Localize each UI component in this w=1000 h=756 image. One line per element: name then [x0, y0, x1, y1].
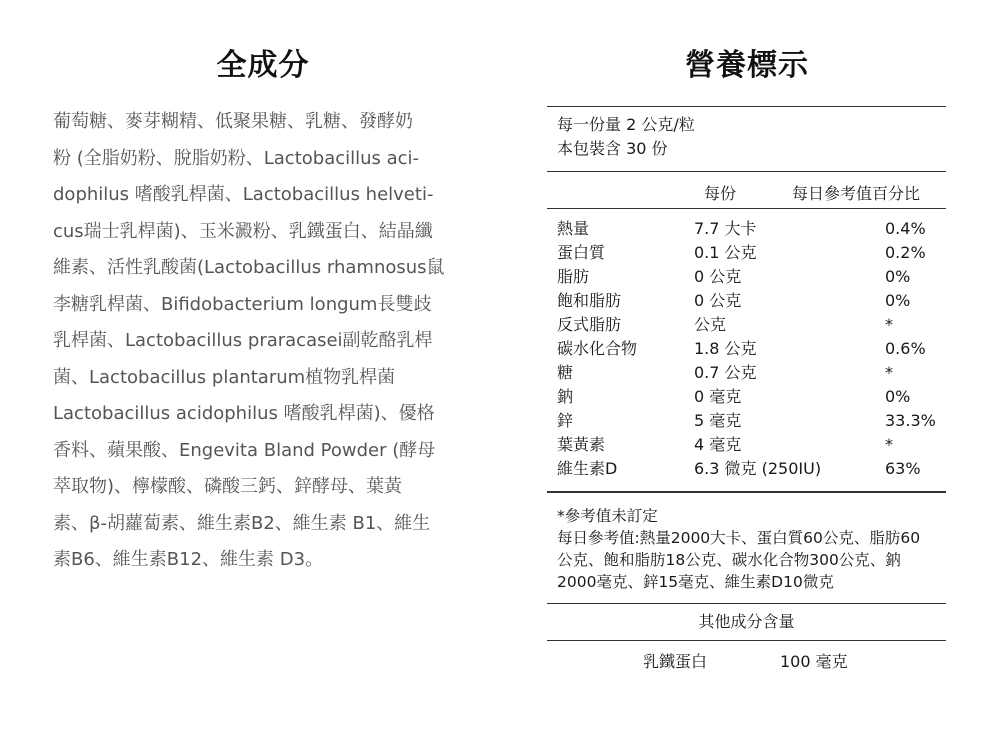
nutrient-name: 脂肪	[557, 267, 590, 286]
ingredients-panel	[53, 40, 473, 579]
nutrient-name: 反式脂肪	[557, 315, 622, 334]
table-row	[547, 361, 946, 385]
ingredients-line: 香料、蘋果酸、Engevita Bland Powder (酵母	[53, 439, 436, 461]
nutrition-table	[547, 209, 946, 491]
nutrient-amount: 0.7 公克	[694, 363, 757, 382]
ingredients-line: Lactobacillus acidophilus 嗜酸乳桿菌)、優格	[53, 403, 435, 424]
table-row	[547, 217, 946, 241]
note-line: 公克、飽和脂肪18公克、碳水化合物300公克、鈉	[557, 551, 901, 569]
other-ingredient-amount: 100 毫克	[780, 652, 848, 671]
nutrient-name: 維生素D	[557, 459, 618, 478]
ingredients-line: 李糖乳桿菌、Bifidobacterium longum長雙歧	[53, 293, 432, 315]
ingredients-line: 素、β-胡蘿蔔素、維生素B2、維生素 B1、維生	[53, 512, 431, 534]
table-row	[547, 337, 946, 361]
serving-info	[547, 107, 946, 171]
table-row	[547, 385, 946, 409]
ingredients-line: 素B6、維生素B12、維生素 D3。	[53, 549, 324, 570]
ingredients-text	[53, 104, 473, 579]
ingredients-line: 葡萄糖、麥芽糊精、低聚果糖、乳糖、發酵奶	[53, 111, 413, 132]
header-per-serving: 每份	[704, 184, 737, 203]
nutrient-amount: 公克	[694, 315, 727, 334]
nutrient-name: 鋅	[557, 411, 574, 430]
nutrient-amount: 0.1 公克	[694, 243, 757, 262]
other-ingredient-row	[547, 641, 946, 679]
nutrient-amount: 0 公克	[694, 291, 742, 310]
nutrient-dv: 0%	[885, 387, 911, 406]
ingredients-line: cus瑞士乳桿菌)、玉米澱粉、乳鐵蛋白、結晶纖	[53, 220, 433, 242]
nutrient-amount: 7.7 大卡	[694, 219, 757, 238]
ingredients-line: 維素、活性乳酸菌(Lactobacillus rhamnosus鼠	[53, 257, 445, 278]
nutrition-table-header	[547, 172, 946, 208]
note-line: *參考值未訂定	[557, 507, 658, 525]
reference-notes	[547, 493, 946, 603]
nutrient-amount: 6.3 微克 (250IU)	[694, 459, 822, 478]
nutrient-name: 飽和脂肪	[557, 291, 622, 310]
nutrient-name: 蛋白質	[557, 243, 606, 262]
ingredients-line: 粉 (全脂奶粉、脫脂奶粉、Lactobacillus aci-	[53, 147, 420, 169]
nutrient-amount: 0 公克	[694, 267, 742, 286]
nutrient-name: 鈉	[557, 387, 574, 406]
note-line: 2000毫克、鋅15毫克、維生素D10微克	[557, 573, 834, 591]
table-row	[547, 409, 946, 433]
nutrition-title: 營養標示	[685, 48, 809, 83]
ingredients-title: 全成分	[216, 48, 310, 83]
table-row	[547, 313, 946, 337]
nutrition-panel	[547, 40, 946, 679]
nutrient-dv: 33.3%	[885, 411, 936, 430]
header-daily-value: 每日參考值百分比	[792, 184, 921, 203]
nutrient-dv: 63%	[885, 459, 921, 478]
nutrient-name: 糖	[557, 363, 574, 382]
nutrient-amount: 5 毫克	[694, 411, 742, 430]
nutrient-dv: 0%	[885, 291, 911, 310]
nutrient-amount: 1.8 公克	[694, 339, 757, 358]
nutrient-name: 碳水化合物	[557, 339, 638, 358]
nutrient-amount: 0 毫克	[694, 387, 742, 406]
ingredients-line: 乳桿菌、Lactobacillus praracasei副乾酪乳桿	[53, 330, 433, 351]
table-row	[547, 241, 946, 265]
other-ingredients-header: 其他成分含量	[698, 612, 795, 631]
nutrient-dv: *	[885, 363, 893, 382]
nutrient-amount: 4 毫克	[694, 435, 742, 454]
nutrient-dv: 0.4%	[885, 219, 926, 238]
nutrient-name: 熱量	[557, 219, 590, 238]
nutrient-dv: 0%	[885, 267, 911, 286]
servings-per-pack: 本包裝含 30 份	[557, 139, 668, 158]
nutrient-name: 葉黃素	[557, 435, 606, 454]
table-row	[547, 289, 946, 313]
table-row	[547, 457, 946, 481]
other-ingredient-name: 乳鐵蛋白	[643, 652, 708, 671]
serving-size: 每一份量 2 公克/粒	[557, 115, 695, 134]
nutrient-dv: *	[885, 435, 893, 454]
table-row	[547, 433, 946, 457]
nutrient-dv: *	[885, 315, 893, 334]
ingredients-line: 萃取物)、檸檬酸、磷酸三鈣、鋅酵母、葉黃	[53, 476, 403, 497]
ingredients-line: 菌、Lactobacillus plantarum植物乳桿菌	[53, 366, 396, 388]
ingredients-line: dophilus 嗜酸乳桿菌、Lactobacillus helveti-	[53, 184, 434, 205]
note-line: 每日參考值:熱量2000大卡、蛋白質60公克、脂肪60	[557, 529, 921, 547]
nutrient-dv: 0.6%	[885, 339, 926, 358]
table-row	[547, 265, 946, 289]
nutrient-dv: 0.2%	[885, 243, 926, 262]
